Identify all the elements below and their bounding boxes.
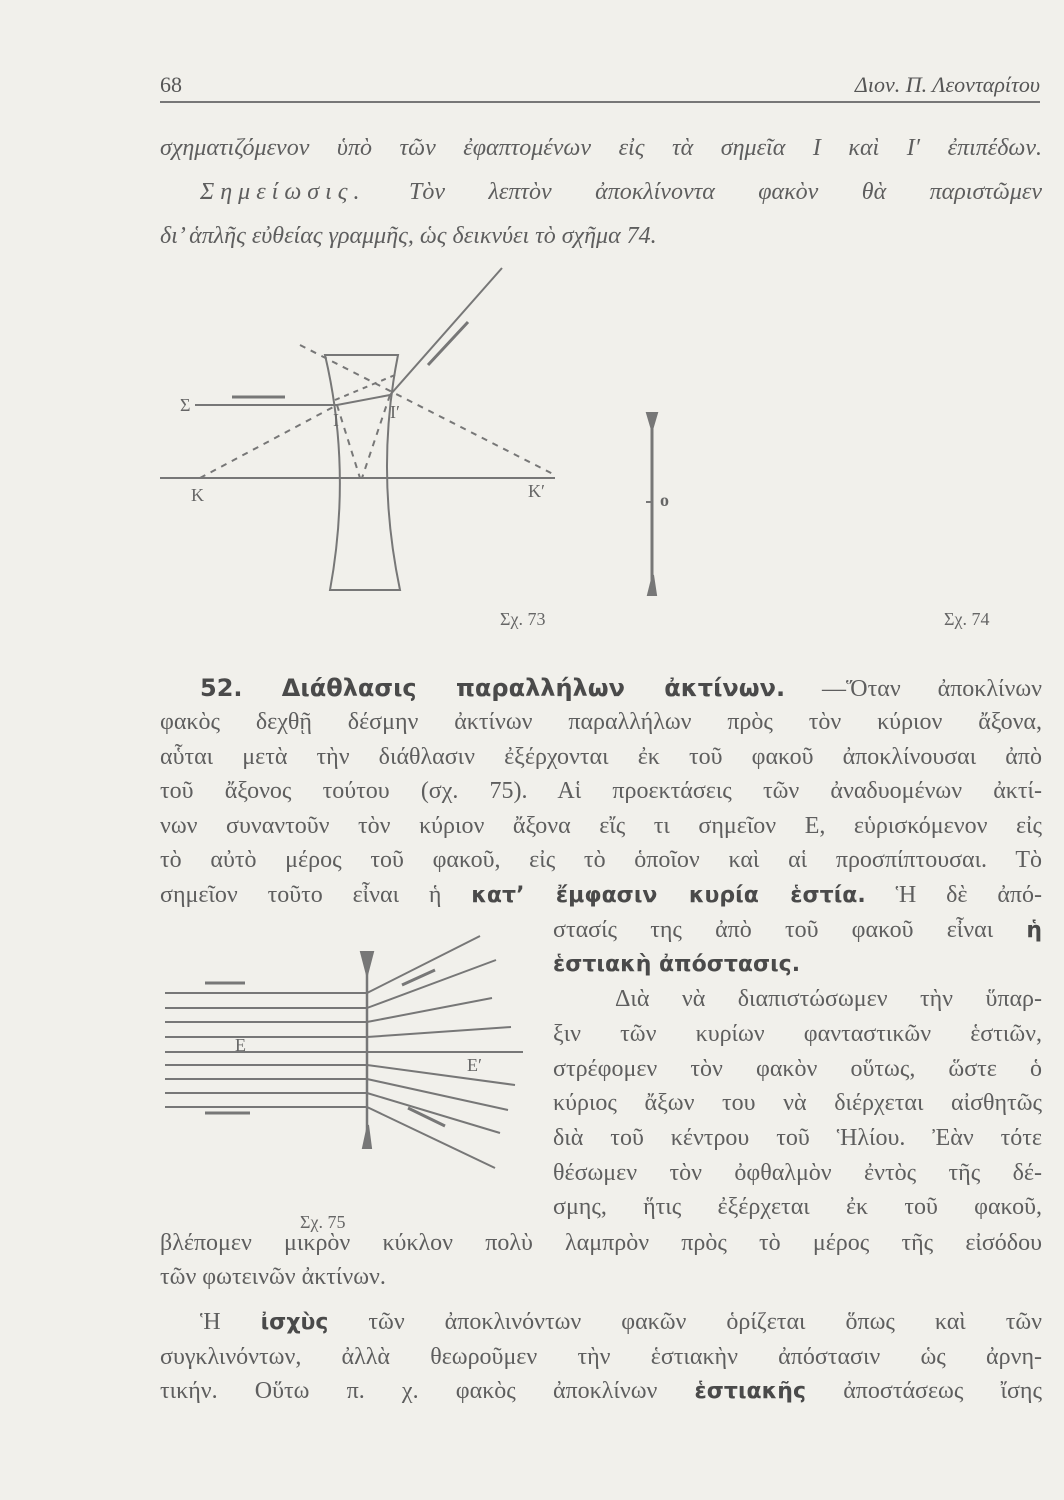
figure-75-caption: Σχ. 75 <box>300 1212 346 1232</box>
text: σημεῖον τοῦτο εἶναι ἡ <box>160 882 442 908</box>
text-line <box>200 1307 1042 1338</box>
bold-term: ἑστιακῆς <box>694 1379 806 1404</box>
label-i: Ι <box>333 410 339 430</box>
bold-term: ἰσχὺς <box>260 1310 329 1335</box>
refracted-ray <box>367 1027 511 1037</box>
text: τῶν ἀποκλινόντων φακῶν ὁρίζεται ὅπως καὶ τῶν <box>368 1309 1043 1335</box>
text: στασίς της ἀπὸ τοῦ φακοῦ εἶναι <box>553 917 994 943</box>
text: τικήν. Οὕτω π. χ. φακὸς ἀποκλίνων <box>160 1378 658 1404</box>
text-line: δι’ ἁπλῆς εὐθείας γραμμῆς, ὡς δεικνύει τὸ σχῆμα 74. <box>160 223 657 249</box>
text: —Ὅταν ἀποκλίνων <box>822 676 1042 702</box>
label-o: o <box>660 490 669 510</box>
label-e-prime: Ε′ <box>467 1055 482 1075</box>
label-sigma: Σ <box>180 395 191 415</box>
text-line: ξιν τῶν κυρίων φανταστικῶν ἑστιῶν, <box>553 1021 1042 1047</box>
page-number: 68 <box>160 72 182 97</box>
bold-term: ἡ <box>1026 918 1043 943</box>
bold-term: κατ’ ἔμφασιν κυρία ἑστία. <box>471 883 866 908</box>
text-line: αὗται μετὰ τὴν διάθλασιν ἐξέρχονται ἐκ τοῦ φακοῦ ἀποκλίνουσαι ἀπὸ <box>160 744 1042 770</box>
text-line: Διὰ νὰ διαπιστώσωμεν τὴν ὕπαρ- <box>615 986 1042 1012</box>
text: ἀποστάσεως ἴσης <box>843 1378 1042 1404</box>
figure-74-caption: Σχ. 74 <box>944 609 990 629</box>
text-line: στρέφομεν τὸν φακὸν οὕτως, ὥστε ὁ <box>553 1056 1042 1082</box>
refracted-ray <box>367 936 480 993</box>
running-title: Διον. Π. Λεονταρίτου <box>854 72 1040 97</box>
label-e: Ε <box>235 1035 246 1055</box>
dashed-ray <box>362 395 390 478</box>
figure-73-diagram <box>160 268 555 590</box>
text: Ἡ δὲ ἀπό- <box>895 882 1043 908</box>
text-line: σχηματιζόμενον ὑπὸ τῶν ἐφαπτομένων εἰς τὰ σημεῖα Ι καὶ Ι′ ἐπιπέδων. <box>160 135 1042 161</box>
text-line: τὸ αὐτὸ μέρος τοῦ φακοῦ, εἰς τὸ ὁποῖον καὶ αἱ προσπίπτουσαι. Τὸ <box>160 847 1042 873</box>
refracted-ray <box>367 1107 495 1168</box>
text-line: τοῦ ἄξονος τούτου (σχ. 75). Αἱ προεκτάσεις τῶν ἀναδυομένων ἀκτί- <box>160 778 1042 804</box>
text-line: κύριος ἄξων του νὰ διέρχεται αἰσθητῶς <box>553 1090 1042 1116</box>
text: Ἡ <box>200 1309 221 1335</box>
text-line <box>553 915 1042 946</box>
text-line: συγκλινόντων, ἀλλὰ θεωροῦμεν τὴν ἑστιακὴν ἀπόστασιν ὡς ἀρνη- <box>160 1344 1042 1370</box>
bold-term: ἑστιακὴ ἀπόστασις. <box>553 952 801 977</box>
text-line <box>160 880 1042 911</box>
figure-73-caption: Σχ. 73 <box>500 609 546 629</box>
text-line: τῶν φωτεινῶν ἀκτίνων. <box>160 1264 386 1290</box>
figure-75-diagram <box>165 936 523 1168</box>
section-heading-line <box>200 673 1042 704</box>
text-line: θέσωμεν τὸν ὀφθαλμὸν ἐντὸς τῆς δέ- <box>553 1160 1042 1186</box>
refracted-ray <box>367 1065 515 1085</box>
label-i-prime: Ι′ <box>390 402 400 422</box>
text-line: φακὸς δεχθῇ δέσμην ἀκτίνων παραλλήλων πρὸς τὸν κύριον ἄξονα, <box>160 709 1042 735</box>
text-line: σμης, ἥτις ἐξέρχεται ἐκ τοῦ φακοῦ, <box>553 1194 1042 1220</box>
text-line: βλέπομεν μικρὸν κύκλον πολὺ λαμπρὸν πρὸς τὸ μέρος τῆς εἰσόδου <box>160 1230 1042 1256</box>
text-line <box>160 1376 1042 1407</box>
section-heading: 52. Διάθλασις παραλλήλων ἀκτίνων. <box>200 674 786 702</box>
text-line: νων συναντοῦν τὸν κύριον ἄξονα εἴς τι σημεῖον Ε, εὑρισκόμενον εἰς <box>160 813 1042 839</box>
note-text: Τὸν λεπτὸν ἀποκλίνοντα φακὸν θὰ παριστῶμεν <box>409 179 1042 205</box>
figure-74-diagram <box>646 413 657 595</box>
refracted-ray <box>367 1079 508 1110</box>
note-label: Σημείωσις. <box>200 179 366 205</box>
refracted-ray <box>367 1093 500 1133</box>
label-k: Κ <box>191 485 204 505</box>
label-k-prime: Κ′ <box>528 481 545 501</box>
text-line: διὰ τοῦ κέντρου τοῦ Ἡλίου. Ἐὰν τότε <box>553 1125 1042 1151</box>
dashed-ray <box>200 405 337 478</box>
